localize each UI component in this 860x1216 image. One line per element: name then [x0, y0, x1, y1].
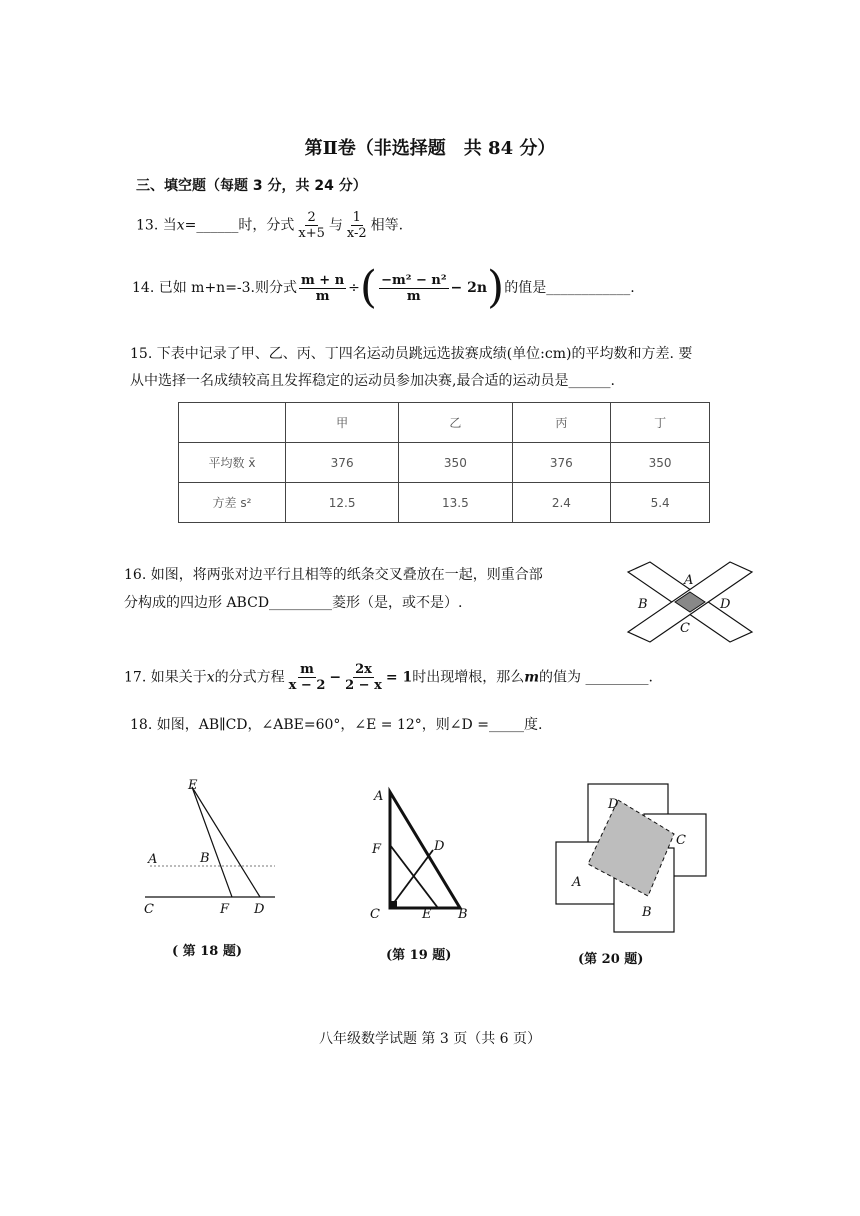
- q13-f2-den: x-2: [346, 226, 367, 241]
- fig19-label: D: [434, 839, 445, 854]
- fig18-label: A: [148, 852, 158, 867]
- question-14: [132, 262, 635, 313]
- q17-op: −: [329, 669, 342, 686]
- q14-f2-num: −m² − n²: [381, 272, 447, 288]
- q13-var: x: [176, 217, 185, 234]
- table-cell: 方差 s²: [179, 483, 286, 523]
- q13-conj: 与: [328, 217, 343, 234]
- q17-post-2: 的值为 _________.: [539, 669, 653, 686]
- fig19-label: F: [372, 842, 382, 857]
- q14-right-paren: ): [487, 262, 505, 313]
- q14-number: 14.: [132, 280, 155, 296]
- table-cell: 2.4: [512, 483, 611, 523]
- q14-f2-den: m: [406, 288, 421, 304]
- table-cell: 甲: [286, 403, 399, 443]
- table-cell: 350: [399, 443, 512, 483]
- table-header-row: [179, 403, 710, 443]
- fig19-label: A: [374, 789, 384, 804]
- table-cell: 乙: [399, 403, 512, 443]
- table-cell: 丁: [611, 403, 710, 443]
- q17-post-1: 时出现增根，那么: [412, 669, 525, 686]
- q14-minus: − 2n: [450, 280, 488, 296]
- fig18-label: B: [200, 851, 210, 866]
- fig19-label: C: [370, 907, 380, 920]
- figure-19: [360, 780, 490, 920]
- fig20-label: C: [676, 833, 686, 848]
- table-cell: 350: [611, 443, 710, 483]
- question-17: [124, 662, 653, 693]
- table-cell: 12.5: [286, 483, 399, 523]
- table-row: [179, 443, 710, 483]
- fig18-caption: ( 第 18 题): [172, 944, 242, 959]
- q14-left-paren: (: [359, 262, 378, 313]
- q14-div: ÷: [348, 280, 360, 296]
- table-cell: [179, 403, 286, 443]
- q14-f1-num: m + n: [301, 272, 345, 288]
- q13-fraction-2: [345, 210, 369, 241]
- q17-fraction-1: [287, 662, 328, 693]
- page-footer: 八年级数学试题 第 3 页（共 6 页）: [318, 1031, 542, 1047]
- q17-f1-num: m: [300, 662, 314, 677]
- q14-fraction-2: [379, 273, 448, 304]
- fig18-label: C: [144, 902, 154, 915]
- q13-fraction-1: [296, 210, 327, 241]
- figure-18: [140, 775, 280, 915]
- q14-post: 的值是____________.: [504, 280, 635, 296]
- table-cell: 13.5: [399, 483, 512, 523]
- q17-pre: 如果关于: [150, 669, 207, 686]
- q15-line-2: 从中选择一名成绩较高且发挥稳定的运动员参加决赛,最合适的运动员是______.: [130, 373, 615, 389]
- q13-f2-num: 1: [352, 210, 361, 225]
- table-row: [179, 483, 710, 523]
- q16-line-2: 分构成的四边形 ABCD_________菱形（是，或不是）.: [124, 595, 463, 611]
- q13-mid: =______时，分式: [184, 217, 295, 234]
- fig20-caption: (第 20 题): [578, 952, 644, 967]
- table-cell: 平均数 x̄: [179, 443, 286, 483]
- table-cell: 5.4: [611, 483, 710, 523]
- q16-line-1: 16. 如图，将两张对边平行且相等的纸条交叉叠放在一起，则重合部: [124, 567, 543, 583]
- q17-var-2: m: [524, 669, 540, 686]
- fig19-caption: (第 19 题): [386, 948, 452, 963]
- fig19-label: B: [458, 907, 468, 920]
- q13-f1-den: x+5: [298, 226, 325, 241]
- line-cd: [390, 850, 433, 908]
- fig16-label: C: [680, 621, 690, 636]
- q17-f1-den: x − 2: [288, 678, 326, 693]
- q17-fraction-2: [343, 662, 384, 693]
- fig20-label: B: [642, 905, 652, 920]
- fig20-label: D: [608, 797, 619, 812]
- q14-pre: 已如 m+n=-3.则分式: [158, 280, 298, 296]
- fig18-label: D: [254, 902, 265, 915]
- q17-f2-den: 2 − x: [345, 678, 382, 693]
- q13-post: 相等.: [370, 217, 404, 234]
- table-cell: 376: [512, 443, 611, 483]
- section-heading: 三、填空题（每题 3 分，共 24 分）: [136, 178, 367, 194]
- fig18-label: E: [188, 778, 198, 793]
- table-cell: 376: [286, 443, 399, 483]
- fig16-label: D: [720, 597, 731, 612]
- q13-number: 13.: [136, 217, 159, 234]
- q17-var: x: [206, 669, 215, 686]
- right-angle-mark: [390, 901, 397, 908]
- q17-eq: = 1: [385, 669, 413, 686]
- fig19-label: E: [422, 907, 432, 920]
- q14-fraction-1: [299, 273, 346, 304]
- page-title: 第Ⅱ卷（非选择题 共 84 分）: [304, 138, 556, 159]
- table-cell: 丙: [512, 403, 611, 443]
- figure-20: [550, 778, 720, 938]
- figure-16: [620, 560, 760, 644]
- q13-f1-num: 2: [307, 210, 316, 225]
- q17-f2-num: 2x: [355, 662, 372, 677]
- q14-f1-den: m: [315, 288, 330, 304]
- question-13: [136, 210, 403, 241]
- q17-number: 17.: [124, 669, 147, 686]
- q17-mid: 的分式方程: [214, 669, 285, 686]
- question-18: 18. 如图，AB∥CD，∠ABE=60°，∠E = 12°，则∠D =_____度.: [130, 717, 543, 733]
- fig16-label: B: [638, 597, 648, 612]
- score-table: [178, 402, 710, 523]
- fig18-label: F: [220, 902, 230, 915]
- fig20-label: A: [572, 875, 582, 890]
- fig16-label: A: [684, 573, 694, 588]
- q13-pre: 当: [162, 217, 177, 234]
- q15-line-1: 15. 下表中记录了甲、乙、丙、丁四名运动员跳远选拔赛成绩(单位:cm)的平均数和方差. 要: [130, 346, 693, 362]
